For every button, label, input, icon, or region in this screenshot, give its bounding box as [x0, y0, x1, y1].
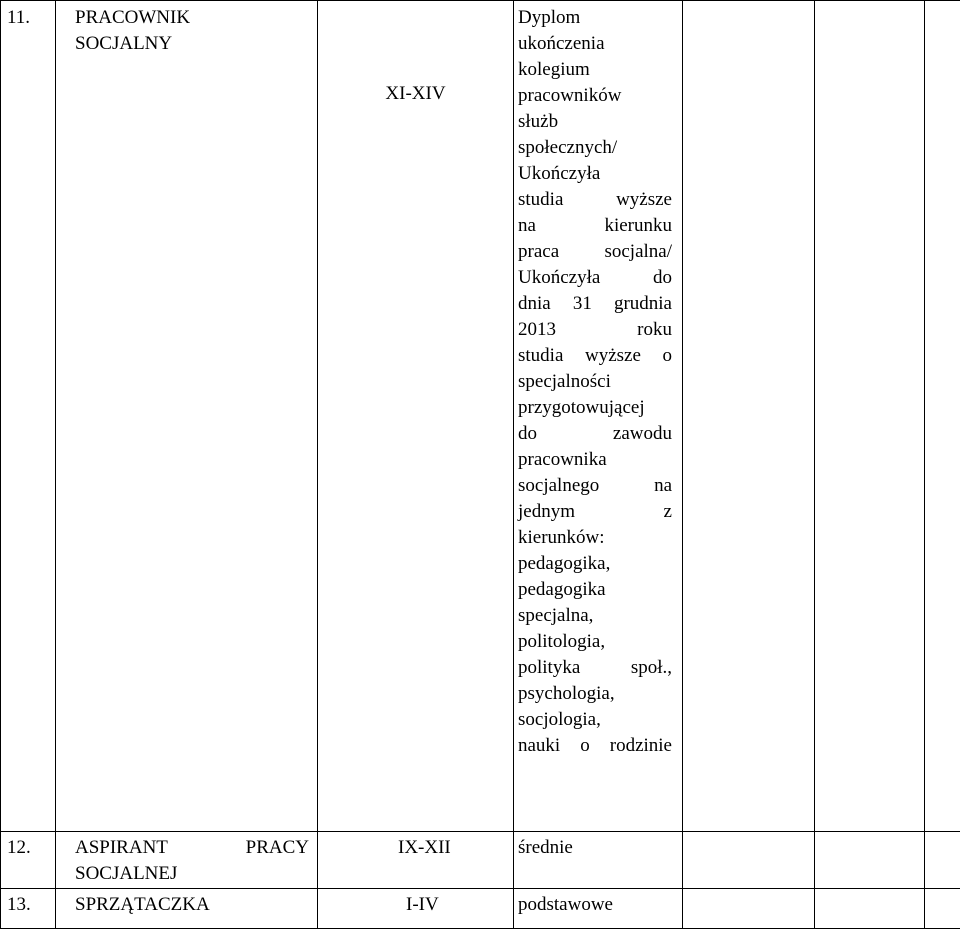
pay-group-cell: [318, 1, 514, 832]
position-name-line: [75, 835, 317, 861]
requirements-line: jednym z: [518, 499, 672, 525]
requirements-cell: [514, 889, 683, 929]
table-row: [1, 832, 960, 889]
requirements-line: kierunków:: [518, 525, 672, 551]
pay-group-cell: [318, 889, 514, 929]
position-name-cell: [56, 1, 318, 832]
requirements-line: przygotowującej: [518, 395, 672, 421]
requirements-line: dnia 31 grudnia: [518, 291, 672, 317]
requirements-line: polityka społ.,: [518, 655, 672, 681]
empty-cell: [815, 889, 925, 929]
position-name: SPRZĄTACZKA: [75, 894, 210, 915]
position-name-cell: [56, 889, 318, 929]
requirements-line: pedagogika: [518, 577, 672, 603]
requirements-line: studia wyższe: [518, 187, 672, 213]
requirements-text: podstawowe: [518, 894, 613, 915]
requirements-line: Ukończyła: [518, 161, 672, 187]
pay-group: XI-XIV: [385, 83, 445, 104]
requirements-line: socjalnego na: [518, 473, 672, 499]
position-name-cell: [56, 832, 318, 889]
empty-cell: [815, 832, 925, 889]
pay-group-cell: [318, 832, 514, 889]
row-number: 13.: [7, 894, 31, 915]
position-name-line: PRACOWNIK: [75, 5, 317, 31]
empty-cell: [925, 889, 960, 929]
requirements-line: kolegium: [518, 57, 672, 83]
requirements-text: [518, 5, 672, 759]
requirements-line: 2013 roku: [518, 317, 672, 343]
requirements-line: politologia,: [518, 629, 672, 655]
table-row: [1, 889, 960, 929]
requirements-line: Dyplom: [518, 5, 672, 31]
row-number-cell: [1, 889, 56, 929]
requirements-line: psychologia,: [518, 681, 672, 707]
position-name-line: SOCJALNEJ: [75, 861, 317, 887]
requirements-line: Ukończyła do: [518, 265, 672, 291]
requirements-line: na kierunku: [518, 213, 672, 239]
requirements-line: ukończenia: [518, 31, 672, 57]
empty-cell: [815, 1, 925, 832]
requirements-line: specjalna,: [518, 603, 672, 629]
row-number-cell: [1, 832, 56, 889]
requirements-line: pedagogika,: [518, 551, 672, 577]
empty-cell: [925, 1, 960, 832]
requirements-line: socjologia,: [518, 707, 672, 733]
empty-cell: [683, 889, 815, 929]
requirements-line: studia wyższe o: [518, 343, 672, 369]
requirements-line: nauki o rodzinie: [518, 733, 672, 759]
pay-group: I-IV: [406, 894, 439, 915]
requirements-line: specjalności: [518, 369, 672, 395]
position-name-line: SOCJALNY: [75, 31, 317, 57]
empty-cell: [683, 1, 815, 832]
requirements-cell: [514, 832, 683, 889]
empty-cell: [683, 832, 815, 889]
empty-cell: [925, 832, 960, 889]
row-number: 12.: [7, 837, 31, 858]
requirements-line: społecznych/: [518, 135, 672, 161]
requirements-text: średnie: [518, 837, 573, 858]
position-name-word: PRACY: [246, 835, 309, 861]
requirements-line: pracowników: [518, 83, 672, 109]
row-number: 11.: [7, 7, 30, 28]
row-number-cell: [1, 1, 56, 832]
pay-group: IX-XII: [398, 837, 451, 858]
table-row: [1, 1, 960, 832]
requirements-cell: [514, 1, 683, 832]
requirements-line: służb: [518, 109, 672, 135]
position-name-word: ASPIRANT: [75, 835, 168, 861]
requirements-line: do zawodu: [518, 421, 672, 447]
requirements-line: praca socjalna/: [518, 239, 672, 265]
requirements-line: pracownika: [518, 447, 672, 473]
